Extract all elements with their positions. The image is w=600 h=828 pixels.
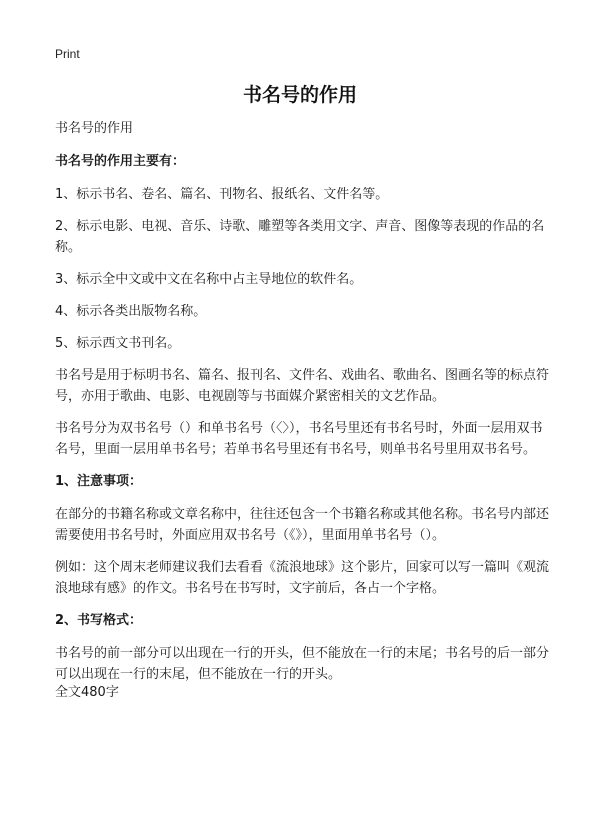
intro-line: 书名号的作用 [55,121,134,136]
heading-notes: 1、注意事项： [55,474,143,489]
paragraph-types: 书名号分为双书名号（）和单书名号（〈〉），书名号里还有书名号时，外面一层用双书名号，里面一层用单书名号；若单书名号里还有书名号，则单书名号里用双书名号。 [55,421,543,457]
list-item: 5、标示西文书刊名。 [55,336,181,351]
paragraph-example: 例如：这个周末老师建议我们去看看《流浪地球》这个影片，回家可以写一篇叫《观流浪地球有感》的作文。书名号在书写时，文字前后，各占一个字格。 [55,560,550,596]
list-item: 4、标示各类出版物名称。 [55,304,207,319]
list-item: 1、标示书名、卷名、篇名、刊物名、报纸名、文件名等。 [55,187,389,202]
document-body [55,118,555,696]
print-label: Print [55,47,80,61]
paragraph-format: 书名号的前一部分可以出现在一行的开头，但不能放在一行的末尾；书名号的后一部分可以出现在一行的末尾，但不能放在一行的开头。 [55,646,550,682]
list-item: 3、标示全中文或中文在名称中占主导地位的软件名。 [55,272,363,287]
paragraph-notes: 在部分的书籍名称或文章名称中，往往还包含一个书籍名称或其他名称。书名号内部还需要使用书名号时，外面应用双书名号（《》），里面用单书名号（）。 [55,507,550,543]
list-item: 2、标示电影、电视、音乐、诗歌、雕塑等各类用文字、声音、图像等表现的作品的名称。 [55,219,545,255]
paragraph-definition: 书名号是用于标明书名、篇名、报刊名、文件名、戏曲名、歌曲名、图画名等的标点符号，亦用于歌曲、电影、电视剧等与书面媒介紧密相关的文艺作品。 [55,368,550,404]
document-title: 书名号的作用 [242,84,357,106]
heading-format: 2、书写格式： [55,613,143,628]
heading-main-uses: 书名号的作用主要有： [55,154,186,169]
word-count: 全文480字 [55,685,119,700]
